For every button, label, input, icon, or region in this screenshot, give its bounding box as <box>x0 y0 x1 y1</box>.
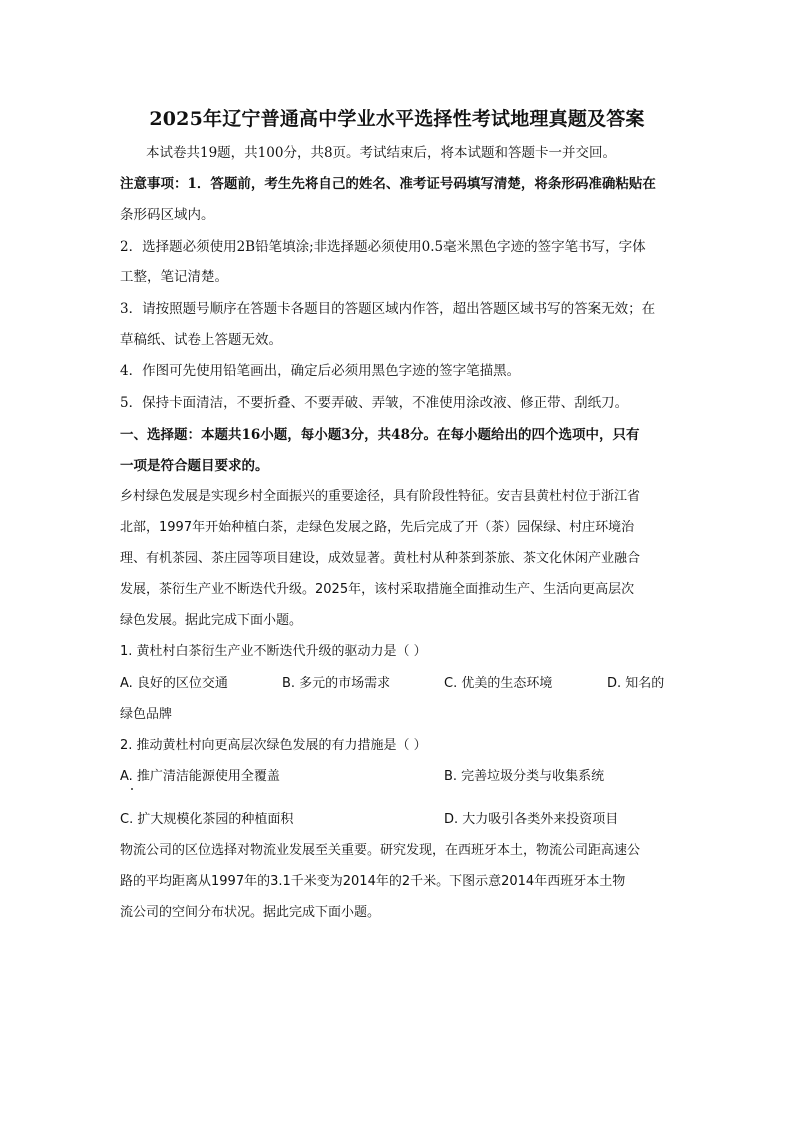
note-2-line-2: 工整，笔记清楚。 <box>120 269 228 285</box>
question-1-stem: 1. 黄杜村白茶衍生产业不断迭代升级的驱动力是（ ） <box>120 644 427 659</box>
page-title: 2025年辽宁普通高中学业水平选择性考试地理真题及答案 <box>149 108 645 130</box>
note-5: 5．保持卡面清洁，不要折叠、不要弄破、弄皱，不准使用涂改液、修正带、刮纸刀。 <box>120 395 629 411</box>
question-2-option-a: A. 推广清洁能源使用全覆盖 <box>120 769 280 784</box>
note-3-line-2: 草稿纸、试卷上答题无效。 <box>120 332 282 348</box>
note-4: 4．作图可先使用铅笔画出，确定后必须用黑色字迹的签字笔描黑。 <box>120 363 521 379</box>
question-1-option-c: C. 优美的生态环境 <box>444 676 553 691</box>
passage-1-line-5: 绿色发展。据此完成下面小题。 <box>120 613 303 628</box>
passage-1-line-2: 北部，1997年开始种植白茶，走绿色发展之路，先后完成了开（茶）园保绿、村庄环境治 <box>120 520 635 535</box>
note-2-line-1: 2．选择题必须使用2B铅笔填涂;非选择题必须使用0.5毫米黑色字迹的签字笔书写，字体 <box>120 239 646 255</box>
question-2-option-d: D. 大力吸引各类外来投资项目 <box>444 812 619 827</box>
passage-2-line-3: 流公司的空间分布状况。据此完成下面小题。 <box>120 905 381 920</box>
section-heading-line-2: 一项是符合题目要求的。 <box>120 458 269 474</box>
section-heading-line-1: 一、选择题：本题共16小题，每小题3分，共48分。在每小题给出的四个选项中，只有 <box>120 427 640 443</box>
question-1-option-b: B. 多元的市场需求 <box>282 676 391 691</box>
note-1-line-2: 条形码区域内。 <box>120 207 215 223</box>
exam-intro: 本试卷共19题，共100分，共8页。考试结束后，将本试题和答题卡一并交回。 <box>146 145 617 161</box>
question-2-option-b: B. 完善垃圾分类与收集系统 <box>444 769 605 784</box>
question-1-option-d-continued: 绿色品牌 <box>120 707 173 722</box>
stray-mark <box>131 788 133 790</box>
note-3-line-1: 3．请按照题号顺序在答题卡各题目的答题区域内作答，超出答题区域书写的答案无效；在 <box>120 301 656 317</box>
question-1-option-d: D. 知名的 <box>607 676 665 691</box>
question-1-option-a: A. 良好的区位交通 <box>120 676 228 691</box>
passage-2-line-1: 物流公司的区位选择对物流业发展至关重要。研究发现，在西班牙本土，物流公司距高速公 <box>120 843 641 858</box>
passage-2-line-2: 路的平均距离从1997年的3.1千米变为2014年的2千米。下图示意2014年西班牙本土物 <box>120 874 626 889</box>
question-2-option-c: C. 扩大规模化茶园的种植面积 <box>120 812 294 827</box>
passage-1-line-4: 发展，茶衍生产业不断迭代升级。2025年，该村采取措施全面推动生产、生活向更高层次 <box>120 582 635 597</box>
question-2-stem: 2. 推动黄杜村向更高层次绿色发展的有力措施是（ ） <box>120 738 427 753</box>
note-1-line-1: 注意事项：1．答题前，考生先将自己的姓名、准考证号码填写清楚，将条形码准确粘贴在 <box>120 176 656 192</box>
passage-1-line-1: 乡村绿色发展是实现乡村全面振兴的重要途径，具有阶段性特征。安吉县黄杜村位于浙江省 <box>120 489 641 504</box>
passage-1-line-3: 理、有机茶园、茶庄园等项目建设，成效显著。黄杜村从种茶到茶旅、茶文化休闲产业融合 <box>120 551 641 566</box>
